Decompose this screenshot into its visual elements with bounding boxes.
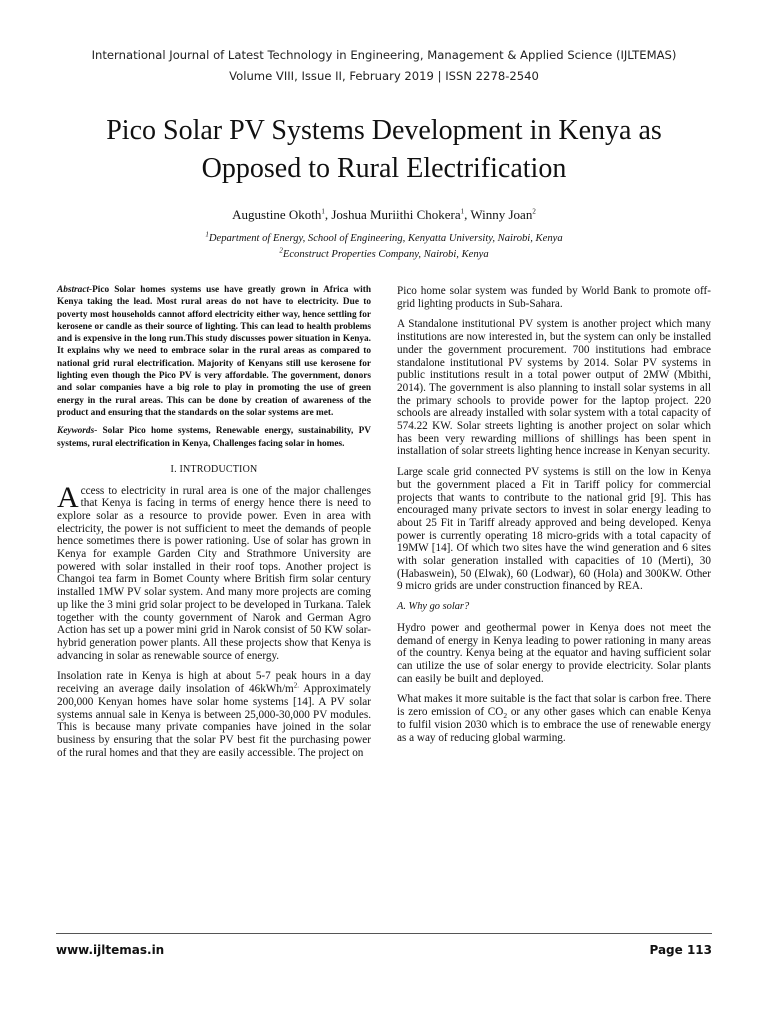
author-list: Augustine Okoth$^1$, Joshua Muriithi Chokera$^1$, Winny Joan$^2$	[232, 207, 536, 222]
abstract-label: Abstract-	[57, 285, 93, 295]
paper-title	[40, 112, 728, 188]
author-name: Winny Joan	[470, 207, 533, 222]
body-paragraph: Pico home solar system was funded by World Bank to promote off-grid lighting products in Sub-Sahara.	[397, 285, 711, 310]
affil-text: Econstruct Properties Company, Nairobi, Kenya	[282, 249, 489, 260]
footer-website-link[interactable]: www.ijltemas.in	[56, 943, 165, 957]
page-number: Page 113	[649, 943, 712, 957]
author-name: Augustine Okoth	[232, 207, 322, 222]
right-column	[397, 285, 711, 752]
body-paragraph: Hydro power and geothermal power in Kenya does not meet the demand of energy in Kenya leading to power rationing in many areas of the country. Kenya being at the equator and having sufficient solar can utilize the use of solar energy to provide electricity. Solar plants can easily be built and deployed.	[397, 621, 711, 685]
body-paragraph	[397, 693, 711, 744]
body-paragraph: A Standalone institutional PV system is another project which many institutions are now interested in, but the system can only be installed under the government procurement. 700 institutions had embrace standalone institutional PV systems by 2014. Solar PV systems in public institutions result in a total power output of 2MW (Mbithi, 2014). The government is also planning to install solar systems in all the primary schools to provide power for the laptop project. 220 schools are already installed with solar system with a total capacity of 574.22 KW. Solar streets lighting is another project on solar which has been very rewarding millions of shillings has been spent in installation of solar streets lighting hence increase in Kenyan security.	[397, 318, 711, 458]
title-line-1: Pico Solar PV Systems Development in Kenya as	[106, 115, 662, 146]
author-name: Joshua Muriithi Chokera	[331, 207, 461, 222]
body-text: What makes it more suitable is the fact that solar is carbon free. There is zero emission of CO	[397, 693, 711, 719]
footer-divider	[56, 933, 712, 934]
affil-number: 1	[205, 230, 209, 239]
author-affil-mark: 2	[532, 207, 536, 216]
keywords	[57, 425, 371, 450]
abstract	[57, 284, 371, 419]
title-line-2: Opposed to Rural Electrification	[201, 153, 567, 184]
author-affil-mark: 1	[460, 207, 465, 216]
body-paragraph: Large scale grid connected PV systems is still on the low in Kenya but the government placed a Fit in Tariff policy for commercial projects that wants to contribute to the national grid [9]. This has encouraged many private sectors to invest in solar energy leading to about 25 Fit in Tariff already approved and being developed. Kenya power is currently operating 18 micro-grids with a total capacity of 19MW [14]. Of which two sites have the wind generation and 6 sites with solar generation installed with capacities of 10 (Merti), 30 (Habaswein), 50 (Elwak), 60 (Lodwar), 60 (Hola) and 300KW. Other 9 micro grids are under construction financed by REA.	[397, 466, 711, 593]
journal-header	[0, 45, 768, 87]
keywords-label: Keywords-	[57, 426, 98, 437]
keywords-text: Solar Pico home systems, Renewable energy, sustainability, PV systems, rural electrification in Kenya, Challenges facing solar in homes.	[57, 426, 371, 449]
author-affil-mark: 1	[321, 207, 325, 216]
abstract-text: Pico Solar homes systems use have greatly grown in Africa with Kenya taking the lead. Most rural areas do not have to electricity. Due to poverty most households cannot afford electricity either way, hence settling for kerosene or candle as their source of lighting. This can lead to health problems and is expensive in the long run.This study discusses power situation in Kenya. It explains why we need to embrace solar in the rural areas as compared to national grid rural electrification. Majority of Kenyans still use kerosene for lighting even though the Pico PV is very affordable. The government, donors and solar companies have a big role to play in promoting the use of green energy in the rural areas. This can be done by creation of awareness of the product and ensuring that the standards on the solar systems are met.	[57, 285, 371, 418]
body-text-cont: or any other gases which can enable Kenya to fulfil vision 2030 which is to embrace the use of renewable energy as a way of reducing global warming.	[397, 706, 711, 744]
superscript: 2.	[293, 681, 300, 690]
left-column	[57, 284, 371, 767]
intro-paragraph-2-text-cont: Approximately 200,000 Kenyan homes have solar home systems [14]. A PV solar systems annual sale in Kenya is between 25,000-30,000 PV modules. This is because many private companies have joined in the solar business by ensuring that the solar PV best fit the purchasing power of the rural homes and that they are easily accessible. The project on	[57, 683, 372, 759]
subsection-heading-why-solar: A. Why go solar?	[397, 601, 470, 613]
drop-cap: A	[57, 480, 79, 514]
affil-number: 2	[279, 246, 283, 255]
intro-paragraph-1-text: ccess to electricity in rural area is one of the major challenges that Kenya is facing in terms of energy hence there is need to explore solar as a resource to provide power. Even in area with electricity, the power is not sufficient to meet the demands of people hence sometimes there is power rationing. Use of solar has grown in Kenya for example Garden City and Strathmore University are powered with solar installed in their roof tops. Another project is Changoi tea farm in Bomet County where British firm solar century installed 1MW PV solar system. And many more projects are coming up like the 3 mini grid solar project to be developed in Turkana. Talek together with the county government of Narok and German Agro Action has set up a power mini grid in Narok consist of 50 KW solar-hybrid generation power plants. All these projects show that Kenya is advancing in solar as renewable source of energy.	[57, 484, 371, 662]
intro-paragraph-1	[57, 480, 371, 663]
affiliation	[0, 231, 768, 247]
journal-name: International Journal of Latest Technology in Engineering, Management & Applied Science (IJLTEMAS)	[91, 48, 677, 62]
intro-paragraph-2-text: Insolation rate in Kenya is high at about 5-7 peak hours in a day receiving an average daily insolation of 46kWh/m	[57, 670, 371, 696]
affil-text: Department of Energy, School of Engineering, Kenyatta University, Nairobi, Kenya	[208, 233, 563, 244]
intro-paragraph-2	[57, 670, 371, 759]
affiliations	[0, 231, 768, 263]
affiliation	[0, 247, 768, 263]
subscript: 2	[503, 711, 508, 721]
journal-volume: Volume VIII, Issue II, February 2019 | ISSN 2278-2540	[229, 69, 539, 83]
section-heading-introduction: I. INTRODUCTION	[170, 463, 258, 475]
